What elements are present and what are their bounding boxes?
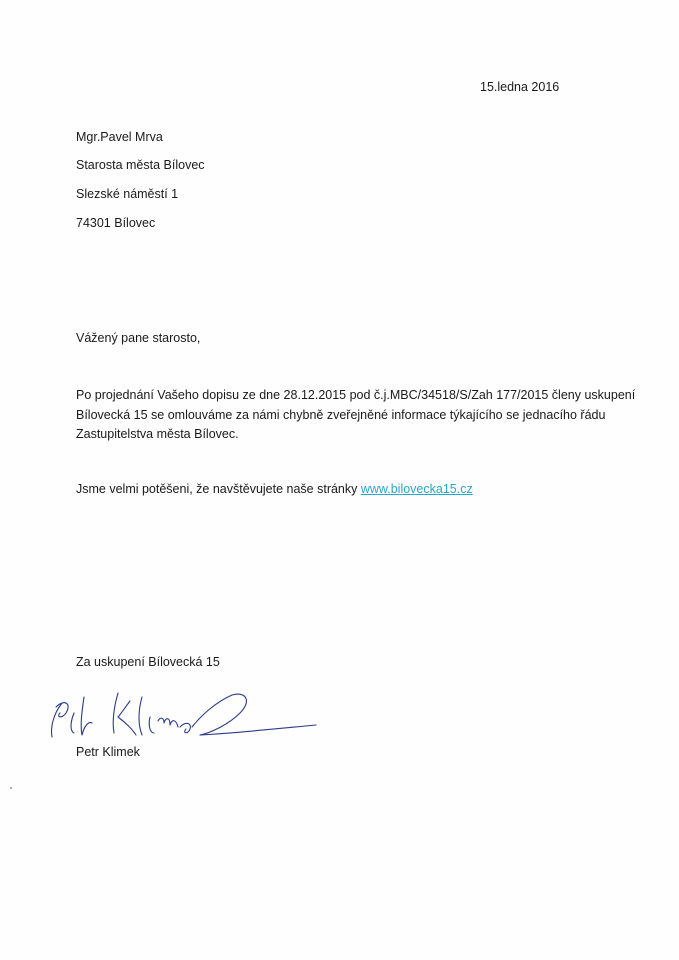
signer-name: Petr Klimek [76, 745, 140, 759]
thanks-text: Jsme velmi potěšeni, že navštěvujete naše stránky [76, 482, 361, 496]
handwritten-signature [40, 683, 320, 745]
letter-date: 15.ledna 2016 [480, 80, 560, 94]
scan-speck [10, 787, 12, 789]
closing-line: Za uskupení Bílovecká 15 [76, 655, 220, 669]
salutation: Vážený pane starosto, [76, 331, 201, 345]
recipient-city: 74301 Bílovec [76, 216, 156, 230]
body-line-3: Zastupitelstva města Bílovec. [76, 427, 239, 441]
body-paragraph [76, 386, 636, 445]
recipient-street: Slezské náměstí 1 [76, 187, 179, 201]
body-line-1: Po projednání Vašeho dopisu ze dne 28.12.2015 pod č.j.MBC/34518/S/Zah 177/2015 členy uskupení [76, 388, 636, 402]
body-line-2: Bílovecká 15 se omlouváme za námi chybně zveřejněné informace týkajícího se jednacího řádu [76, 407, 606, 422]
website-link[interactable]: www.bilovecka15.cz [360, 482, 473, 496]
recipient-name: Mgr.Pavel Mrva [76, 130, 163, 144]
thanks-sentence [76, 481, 473, 498]
recipient-title: Starosta města Bílovec [76, 158, 205, 172]
